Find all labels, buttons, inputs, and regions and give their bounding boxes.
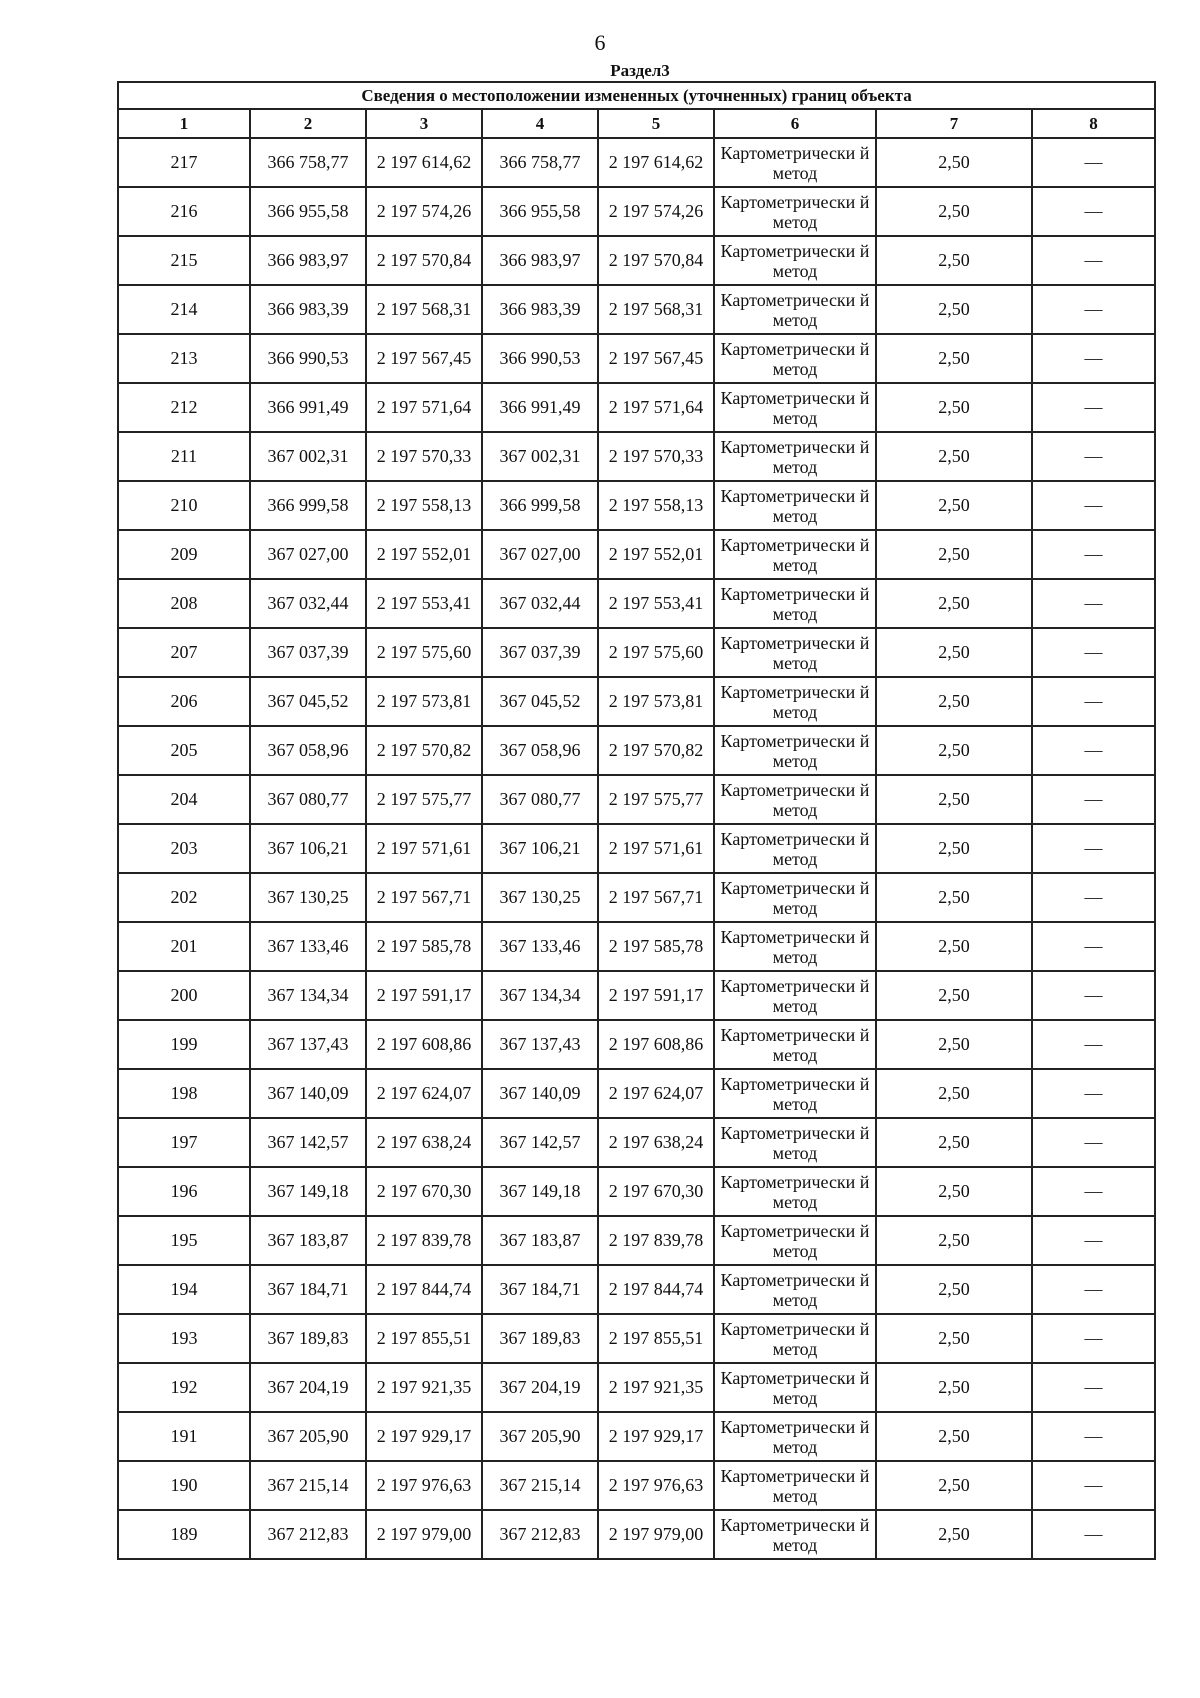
- note-cell: —: [1032, 1118, 1155, 1167]
- x-new-cell: 367 002,31: [482, 432, 598, 481]
- method-cell: Картометрически й метод: [714, 530, 876, 579]
- method-cell: Картометрически й метод: [714, 1167, 876, 1216]
- table-row: [118, 1118, 1155, 1167]
- y-old-cell: 2 197 608,86: [366, 1020, 482, 1069]
- y-new-cell: 2 197 570,84: [598, 236, 714, 285]
- table-row: [118, 579, 1155, 628]
- table-caption: Сведения о местоположении измененных (уточненных) границ объекта: [118, 82, 1155, 109]
- method-cell: Картометрически й метод: [714, 1020, 876, 1069]
- accuracy-cell: 2,50: [876, 1314, 1032, 1363]
- accuracy-cell: 2,50: [876, 1167, 1032, 1216]
- y-new-cell: 2 197 558,13: [598, 481, 714, 530]
- x-new-cell: 367 205,90: [482, 1412, 598, 1461]
- method-cell: Картометрически й метод: [714, 481, 876, 530]
- y-old-cell: 2 197 552,01: [366, 530, 482, 579]
- point-number-cell: 210: [118, 481, 250, 530]
- x-old-cell: 367 184,71: [250, 1265, 366, 1314]
- x-new-cell: 367 106,21: [482, 824, 598, 873]
- accuracy-cell: 2,50: [876, 971, 1032, 1020]
- point-number-cell: 217: [118, 138, 250, 187]
- method-cell: Картометрически й метод: [714, 971, 876, 1020]
- note-cell: —: [1032, 530, 1155, 579]
- y-new-cell: 2 197 614,62: [598, 138, 714, 187]
- note-cell: —: [1032, 1265, 1155, 1314]
- note-cell: —: [1032, 481, 1155, 530]
- method-cell: Картометрически й метод: [714, 677, 876, 726]
- table-row: [118, 1069, 1155, 1118]
- note-cell: —: [1032, 873, 1155, 922]
- note-cell: —: [1032, 726, 1155, 775]
- x-new-cell: 367 140,09: [482, 1069, 598, 1118]
- y-old-cell: 2 197 839,78: [366, 1216, 482, 1265]
- y-new-cell: 2 197 574,26: [598, 187, 714, 236]
- accuracy-cell: 2,50: [876, 236, 1032, 285]
- note-cell: —: [1032, 628, 1155, 677]
- y-new-cell: 2 197 570,33: [598, 432, 714, 481]
- method-cell: Картометрически й метод: [714, 1510, 876, 1559]
- accuracy-cell: 2,50: [876, 1216, 1032, 1265]
- y-old-cell: 2 197 921,35: [366, 1363, 482, 1412]
- y-new-cell: 2 197 575,60: [598, 628, 714, 677]
- point-number-cell: 211: [118, 432, 250, 481]
- y-old-cell: 2 197 570,84: [366, 236, 482, 285]
- x-old-cell: 366 983,97: [250, 236, 366, 285]
- x-new-cell: 366 999,58: [482, 481, 598, 530]
- y-old-cell: 2 197 624,07: [366, 1069, 482, 1118]
- table-row: [118, 187, 1155, 236]
- point-number-cell: 189: [118, 1510, 250, 1559]
- x-old-cell: 367 027,00: [250, 530, 366, 579]
- y-old-cell: 2 197 567,71: [366, 873, 482, 922]
- method-cell: Картометрически й метод: [714, 775, 876, 824]
- y-old-cell: 2 197 585,78: [366, 922, 482, 971]
- x-old-cell: 367 189,83: [250, 1314, 366, 1363]
- x-new-cell: 367 130,25: [482, 873, 598, 922]
- point-number-cell: 195: [118, 1216, 250, 1265]
- y-new-cell: 2 197 552,01: [598, 530, 714, 579]
- y-new-cell: 2 197 585,78: [598, 922, 714, 971]
- note-cell: —: [1032, 432, 1155, 481]
- point-number-cell: 206: [118, 677, 250, 726]
- y-old-cell: 2 197 979,00: [366, 1510, 482, 1559]
- x-old-cell: 367 149,18: [250, 1167, 366, 1216]
- x-old-cell: 367 212,83: [250, 1510, 366, 1559]
- x-old-cell: 367 058,96: [250, 726, 366, 775]
- table-row: [118, 1461, 1155, 1510]
- point-number-cell: 212: [118, 383, 250, 432]
- point-number-cell: 197: [118, 1118, 250, 1167]
- method-cell: Картометрически й метод: [714, 432, 876, 481]
- x-old-cell: 366 991,49: [250, 383, 366, 432]
- method-cell: Картометрически й метод: [714, 824, 876, 873]
- method-cell: Картометрически й метод: [714, 1363, 876, 1412]
- y-old-cell: 2 197 575,77: [366, 775, 482, 824]
- y-new-cell: 2 197 567,45: [598, 334, 714, 383]
- point-number-cell: 191: [118, 1412, 250, 1461]
- x-old-cell: 367 215,14: [250, 1461, 366, 1510]
- table-header-row: [118, 109, 1155, 138]
- x-old-cell: 367 032,44: [250, 579, 366, 628]
- y-new-cell: 2 197 567,71: [598, 873, 714, 922]
- table-row: [118, 481, 1155, 530]
- method-cell: Картометрически й метод: [714, 579, 876, 628]
- note-cell: —: [1032, 1069, 1155, 1118]
- column-header-7: 7: [876, 109, 1032, 138]
- accuracy-cell: 2,50: [876, 1363, 1032, 1412]
- x-old-cell: 366 758,77: [250, 138, 366, 187]
- y-old-cell: 2 197 614,62: [366, 138, 482, 187]
- y-new-cell: 2 197 571,61: [598, 824, 714, 873]
- x-new-cell: 367 215,14: [482, 1461, 598, 1510]
- x-new-cell: 367 149,18: [482, 1167, 598, 1216]
- table-row: [118, 285, 1155, 334]
- point-number-cell: 192: [118, 1363, 250, 1412]
- table-row: [118, 873, 1155, 922]
- y-old-cell: 2 197 570,33: [366, 432, 482, 481]
- accuracy-cell: 2,50: [876, 1412, 1032, 1461]
- x-old-cell: 367 002,31: [250, 432, 366, 481]
- table-row: [118, 1510, 1155, 1559]
- y-old-cell: 2 197 976,63: [366, 1461, 482, 1510]
- table-row: [118, 1020, 1155, 1069]
- point-number-cell: 208: [118, 579, 250, 628]
- point-number-cell: 205: [118, 726, 250, 775]
- y-new-cell: 2 197 568,31: [598, 285, 714, 334]
- x-new-cell: 367 137,43: [482, 1020, 598, 1069]
- x-old-cell: 367 133,46: [250, 922, 366, 971]
- method-cell: Картометрически й метод: [714, 1412, 876, 1461]
- column-header-2: 2: [250, 109, 366, 138]
- table-row: [118, 1265, 1155, 1314]
- x-new-cell: 367 142,57: [482, 1118, 598, 1167]
- point-number-cell: 204: [118, 775, 250, 824]
- column-header-1: 1: [118, 109, 250, 138]
- accuracy-cell: 2,50: [876, 1118, 1032, 1167]
- x-old-cell: 367 080,77: [250, 775, 366, 824]
- y-new-cell: 2 197 638,24: [598, 1118, 714, 1167]
- table-row: [118, 432, 1155, 481]
- note-cell: —: [1032, 677, 1155, 726]
- method-cell: Картометрически й метод: [714, 873, 876, 922]
- x-new-cell: 367 133,46: [482, 922, 598, 971]
- accuracy-cell: 2,50: [876, 1265, 1032, 1314]
- point-number-cell: 207: [118, 628, 250, 677]
- point-number-cell: 215: [118, 236, 250, 285]
- x-new-cell: 367 134,34: [482, 971, 598, 1020]
- note-cell: —: [1032, 236, 1155, 285]
- note-cell: —: [1032, 1314, 1155, 1363]
- method-cell: Картометрически й метод: [714, 187, 876, 236]
- x-old-cell: 367 183,87: [250, 1216, 366, 1265]
- y-new-cell: 2 197 979,00: [598, 1510, 714, 1559]
- coordinates-table: [117, 81, 1156, 1560]
- note-cell: —: [1032, 285, 1155, 334]
- x-new-cell: 367 212,83: [482, 1510, 598, 1559]
- table-row: [118, 1216, 1155, 1265]
- y-new-cell: 2 197 575,77: [598, 775, 714, 824]
- accuracy-cell: 2,50: [876, 334, 1032, 383]
- table-row: [118, 383, 1155, 432]
- y-old-cell: 2 197 929,17: [366, 1412, 482, 1461]
- y-old-cell: 2 197 844,74: [366, 1265, 482, 1314]
- method-cell: Картометрически й метод: [714, 1461, 876, 1510]
- point-number-cell: 190: [118, 1461, 250, 1510]
- table-row: [118, 1363, 1155, 1412]
- point-number-cell: 199: [118, 1020, 250, 1069]
- y-old-cell: 2 197 575,60: [366, 628, 482, 677]
- method-cell: Картометрически й метод: [714, 922, 876, 971]
- y-new-cell: 2 197 929,17: [598, 1412, 714, 1461]
- x-old-cell: 367 205,90: [250, 1412, 366, 1461]
- method-cell: Картометрически й метод: [714, 334, 876, 383]
- method-cell: Картометрически й метод: [714, 1069, 876, 1118]
- table-row: [118, 677, 1155, 726]
- x-old-cell: 367 204,19: [250, 1363, 366, 1412]
- accuracy-cell: 2,50: [876, 432, 1032, 481]
- accuracy-cell: 2,50: [876, 1069, 1032, 1118]
- y-new-cell: 2 197 591,17: [598, 971, 714, 1020]
- x-new-cell: 366 983,39: [482, 285, 598, 334]
- accuracy-cell: 2,50: [876, 285, 1032, 334]
- page-number: 6: [594, 30, 606, 55]
- note-cell: —: [1032, 824, 1155, 873]
- point-number-cell: 209: [118, 530, 250, 579]
- x-new-cell: 367 032,44: [482, 579, 598, 628]
- x-new-cell: 367 027,00: [482, 530, 598, 579]
- note-cell: —: [1032, 579, 1155, 628]
- method-cell: Картометрически й метод: [714, 138, 876, 187]
- x-old-cell: 367 106,21: [250, 824, 366, 873]
- note-cell: —: [1032, 1363, 1155, 1412]
- column-header-6: 6: [714, 109, 876, 138]
- note-cell: —: [1032, 1461, 1155, 1510]
- note-cell: —: [1032, 775, 1155, 824]
- y-old-cell: 2 197 553,41: [366, 579, 482, 628]
- y-new-cell: 2 197 570,82: [598, 726, 714, 775]
- x-new-cell: 367 037,39: [482, 628, 598, 677]
- point-number-cell: 213: [118, 334, 250, 383]
- x-new-cell: 367 189,83: [482, 1314, 598, 1363]
- x-old-cell: 367 140,09: [250, 1069, 366, 1118]
- y-old-cell: 2 197 574,26: [366, 187, 482, 236]
- y-new-cell: 2 197 624,07: [598, 1069, 714, 1118]
- y-new-cell: 2 197 573,81: [598, 677, 714, 726]
- note-cell: —: [1032, 1412, 1155, 1461]
- y-old-cell: 2 197 855,51: [366, 1314, 482, 1363]
- method-cell: Картометрически й метод: [714, 236, 876, 285]
- y-new-cell: 2 197 670,30: [598, 1167, 714, 1216]
- note-cell: —: [1032, 971, 1155, 1020]
- table-row: [118, 922, 1155, 971]
- y-old-cell: 2 197 638,24: [366, 1118, 482, 1167]
- x-old-cell: 367 037,39: [250, 628, 366, 677]
- accuracy-cell: 2,50: [876, 481, 1032, 530]
- note-cell: —: [1032, 1167, 1155, 1216]
- x-old-cell: 367 137,43: [250, 1020, 366, 1069]
- point-number-cell: 194: [118, 1265, 250, 1314]
- x-old-cell: 366 955,58: [250, 187, 366, 236]
- x-new-cell: 367 184,71: [482, 1265, 598, 1314]
- accuracy-cell: 2,50: [876, 1461, 1032, 1510]
- x-new-cell: 366 758,77: [482, 138, 598, 187]
- point-number-cell: 201: [118, 922, 250, 971]
- table-row: [118, 1314, 1155, 1363]
- y-new-cell: 2 197 553,41: [598, 579, 714, 628]
- x-old-cell: 366 990,53: [250, 334, 366, 383]
- method-cell: Картометрически й метод: [714, 726, 876, 775]
- x-old-cell: 367 045,52: [250, 677, 366, 726]
- point-number-cell: 202: [118, 873, 250, 922]
- accuracy-cell: 2,50: [876, 677, 1032, 726]
- table-row: [118, 971, 1155, 1020]
- accuracy-cell: 2,50: [876, 873, 1032, 922]
- point-number-cell: 216: [118, 187, 250, 236]
- y-old-cell: 2 197 573,81: [366, 677, 482, 726]
- note-cell: —: [1032, 383, 1155, 432]
- note-cell: —: [1032, 187, 1155, 236]
- accuracy-cell: 2,50: [876, 138, 1032, 187]
- table-row: [118, 628, 1155, 677]
- y-old-cell: 2 197 567,45: [366, 334, 482, 383]
- method-cell: Картометрически й метод: [714, 1314, 876, 1363]
- note-cell: —: [1032, 1020, 1155, 1069]
- accuracy-cell: 2,50: [876, 726, 1032, 775]
- section-title: Раздел3: [610, 61, 670, 80]
- point-number-cell: 198: [118, 1069, 250, 1118]
- x-old-cell: 366 999,58: [250, 481, 366, 530]
- table-row: [118, 726, 1155, 775]
- y-new-cell: 2 197 571,64: [598, 383, 714, 432]
- y-new-cell: 2 197 844,74: [598, 1265, 714, 1314]
- accuracy-cell: 2,50: [876, 1020, 1032, 1069]
- accuracy-cell: 2,50: [876, 579, 1032, 628]
- accuracy-cell: 2,50: [876, 383, 1032, 432]
- y-new-cell: 2 197 976,63: [598, 1461, 714, 1510]
- column-header-8: 8: [1032, 109, 1155, 138]
- method-cell: Картометрически й метод: [714, 383, 876, 432]
- y-old-cell: 2 197 591,17: [366, 971, 482, 1020]
- table-row: [118, 530, 1155, 579]
- accuracy-cell: 2,50: [876, 530, 1032, 579]
- point-number-cell: 214: [118, 285, 250, 334]
- accuracy-cell: 2,50: [876, 775, 1032, 824]
- table-row: [118, 775, 1155, 824]
- note-cell: —: [1032, 334, 1155, 383]
- x-new-cell: 367 045,52: [482, 677, 598, 726]
- y-old-cell: 2 197 571,64: [366, 383, 482, 432]
- accuracy-cell: 2,50: [876, 1510, 1032, 1559]
- column-header-5: 5: [598, 109, 714, 138]
- y-new-cell: 2 197 839,78: [598, 1216, 714, 1265]
- table-row: [118, 1412, 1155, 1461]
- column-header-3: 3: [366, 109, 482, 138]
- point-number-cell: 196: [118, 1167, 250, 1216]
- x-old-cell: 367 130,25: [250, 873, 366, 922]
- method-cell: Картометрически й метод: [714, 285, 876, 334]
- y-old-cell: 2 197 558,13: [366, 481, 482, 530]
- table-row: [118, 236, 1155, 285]
- x-new-cell: 366 991,49: [482, 383, 598, 432]
- y-old-cell: 2 197 670,30: [366, 1167, 482, 1216]
- accuracy-cell: 2,50: [876, 824, 1032, 873]
- point-number-cell: 203: [118, 824, 250, 873]
- y-old-cell: 2 197 568,31: [366, 285, 482, 334]
- x-new-cell: 367 080,77: [482, 775, 598, 824]
- method-cell: Картометрически й метод: [714, 1265, 876, 1314]
- table-caption-row: [118, 82, 1155, 109]
- column-header-4: 4: [482, 109, 598, 138]
- point-number-cell: 200: [118, 971, 250, 1020]
- table-row: [118, 138, 1155, 187]
- method-cell: Картометрически й метод: [714, 628, 876, 677]
- x-new-cell: 367 058,96: [482, 726, 598, 775]
- note-cell: —: [1032, 1216, 1155, 1265]
- y-new-cell: 2 197 608,86: [598, 1020, 714, 1069]
- y-new-cell: 2 197 921,35: [598, 1363, 714, 1412]
- accuracy-cell: 2,50: [876, 628, 1032, 677]
- x-old-cell: 366 983,39: [250, 285, 366, 334]
- x-old-cell: 367 142,57: [250, 1118, 366, 1167]
- table-row: [118, 824, 1155, 873]
- x-new-cell: 366 990,53: [482, 334, 598, 383]
- note-cell: —: [1032, 138, 1155, 187]
- accuracy-cell: 2,50: [876, 922, 1032, 971]
- x-new-cell: 367 183,87: [482, 1216, 598, 1265]
- x-new-cell: 367 204,19: [482, 1363, 598, 1412]
- y-new-cell: 2 197 855,51: [598, 1314, 714, 1363]
- x-old-cell: 367 134,34: [250, 971, 366, 1020]
- note-cell: —: [1032, 1510, 1155, 1559]
- table-row: [118, 1167, 1155, 1216]
- x-new-cell: 366 983,97: [482, 236, 598, 285]
- note-cell: —: [1032, 922, 1155, 971]
- y-old-cell: 2 197 570,82: [366, 726, 482, 775]
- table-row: [118, 334, 1155, 383]
- point-number-cell: 193: [118, 1314, 250, 1363]
- method-cell: Картометрически й метод: [714, 1118, 876, 1167]
- y-old-cell: 2 197 571,61: [366, 824, 482, 873]
- x-new-cell: 366 955,58: [482, 187, 598, 236]
- method-cell: Картометрически й метод: [714, 1216, 876, 1265]
- accuracy-cell: 2,50: [876, 187, 1032, 236]
